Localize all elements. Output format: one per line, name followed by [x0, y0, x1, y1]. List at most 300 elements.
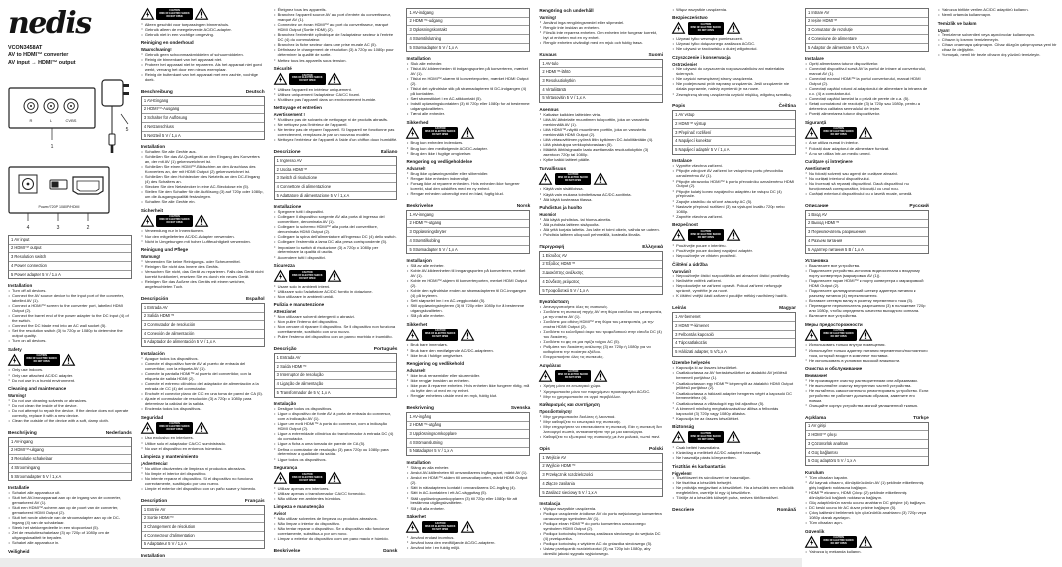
- section-title-warning: Avertisment!: [804, 166, 831, 172]
- list-item: • Выключите все устройства.: [805, 264, 929, 269]
- caution-icon: [141, 422, 265, 434]
- caution-line-3: DO NOT OPEN: [564, 377, 582, 380]
- language-section: [274, 347, 398, 542]
- list-item: • Reinigen Sie das Äußere des Geräts mit einem weichen, angefeuchteten Tuch.: [141, 280, 265, 290]
- back-panel-label: Power/720P 1080P/HDMI: [38, 204, 80, 209]
- warning-triangle-bolt-icon: [805, 127, 818, 139]
- list-item: • Tisztítószert és súrolószert ne használjon.: [672, 476, 796, 481]
- caution-line-1: CAUTION: [169, 216, 180, 219]
- parts-table: [406, 8, 530, 52]
- warning-notes: [938, 33, 1062, 58]
- parts-table-row: 1 Είσοδος AV: [540, 252, 662, 261]
- jack-label-cvbs: CVBS: [65, 117, 77, 123]
- list-item: • Не пытайтесь самостоятельно ремонтировать устройство. Если устройство не работает должным образом, замените его новым.: [805, 389, 929, 404]
- caution-line-2: RISK OF ELECTRIC SHOCK: [424, 333, 456, 336]
- caution-line-2: RISK OF ELECTRIC SHOCK: [823, 131, 854, 134]
- parts-table-row: 2 HDMI™ output: [9, 245, 131, 254]
- section-title-installation: Instalacja: [539, 500, 561, 506]
- list-item: • Utilizzare solo l'adattatore AC/DC fornito in dotazione.: [274, 290, 398, 295]
- list-item: • Очищайте корпус устройства мягкой увлажненной тканью.: [805, 404, 929, 409]
- section-title-cleaning: Pulizia e manutenzione: [273, 302, 325, 308]
- caution-label: [688, 22, 724, 34]
- section-title-installation: Installation: [140, 552, 166, 558]
- parts-table-row: 4 Conexión de alimentación: [142, 330, 264, 339]
- product-title: AV to HDMI™ converter: [8, 52, 69, 59]
- list-item: • Bruk bare innendørs.: [406, 343, 530, 348]
- list-item: • Připojte kulatý konec napájecího adaptéru ke vstupu DC (4) přepínače.: [672, 190, 796, 200]
- list-item: • Rengör enheten utvändigt med en mjuk och fuktig trasa.: [539, 41, 663, 46]
- description-header: [274, 347, 398, 352]
- caution-line-3: DO NOT OPEN: [830, 336, 847, 339]
- rca-jacks: [24, 99, 78, 113]
- section-title-warning: Warnung!: [140, 254, 161, 260]
- resolution-switch-icon: [50, 180, 67, 189]
- description-label: Περιγραφή: [539, 244, 565, 250]
- parts-table: [141, 303, 265, 347]
- list-item: • Schakel alle apparatuur in.: [8, 541, 132, 546]
- section-title-cleaning: Καθαρισμός και συντήρηση: [539, 402, 600, 408]
- list-item: • Defina o comutador de resolução (3) para 720p ou 1080p para determinar a qualidade da saída.: [274, 448, 398, 458]
- list-item: • Set the resolution switch (3) to 720p or 1080p to determine the output quality.: [8, 329, 132, 339]
- warning-notes: [672, 67, 796, 97]
- warning-triangle-exclamation-icon: [859, 329, 872, 341]
- list-item: • Kapcsolja be az összes készüléket.: [672, 417, 796, 422]
- caution-line-2: RISK OF ELECTRIC SHOCK: [159, 426, 190, 429]
- list-item: • Non utilizzare in ambienti umidi.: [274, 295, 398, 300]
- warning-triangle-exclamation-icon: [328, 73, 341, 85]
- list-item: • Conecte el dispositivo fuente AV al puerto de entrada del convertidor, con la etiqueta AV (1).: [141, 362, 265, 372]
- list-item: • Gebruik niet in een vochtige omgeving.: [141, 33, 265, 38]
- list-item: • Schließen Sie den Hohlstecker des Netzteils an den DC-Eingang (4) des Schalters an.: [141, 175, 265, 185]
- description-label: Descripción: [140, 296, 169, 302]
- section-title-installation: Installation: [140, 143, 166, 149]
- list-item: • Tilslut en HDMI™-skærm til konverterporten, mærket HDMI Output (2).: [406, 77, 530, 87]
- list-item: • Připojte obrazovku HDMI™ k portu převodníku označenému HDMI Output (2).: [672, 180, 796, 190]
- caution-icon: [672, 22, 796, 34]
- jack-label-l: L: [49, 117, 53, 123]
- parts-table-row: 5 Zasilacz sieciowy 5 V / 1,x A: [542, 489, 598, 495]
- section-title-warning: Varování!: [672, 268, 691, 274]
- list-item: • Nemli ortamda kullanmayın.: [938, 13, 1062, 18]
- description-header: [672, 104, 796, 109]
- parts-table-row: 5 Stroomadapter 5 V / 1,x A: [11, 473, 62, 479]
- safety-notes: [274, 285, 398, 300]
- list-item: • Utilice solo el adaptador CA/CC suministrado.: [141, 442, 265, 447]
- caution-line-2: RISK OF ELECTRIC SHOCK: [690, 435, 722, 438]
- caution-label: [422, 127, 458, 139]
- description-label: Описание: [804, 203, 829, 209]
- list-item: • Nepoužívejte ve vlhkém prostředí.: [672, 254, 796, 259]
- installation-steps: [672, 164, 796, 219]
- description-header: [672, 508, 796, 513]
- language-name: Dansk: [383, 549, 398, 555]
- section-title-warning: Aviso!: [273, 511, 287, 517]
- parts-table-row: 4 Strömanslutning: [407, 439, 529, 448]
- description-label: Beskrivelse: [406, 203, 434, 209]
- list-item: • Encienda todos los dispositivos.: [141, 407, 265, 412]
- section-title-cleaning: Nettoyage et entretien: [273, 105, 322, 111]
- list-item: • Slå av alle enheter.: [406, 264, 530, 269]
- parts-table-row: 1 AV-bemenet: [673, 313, 795, 322]
- section-title-cleaning: Curățare și întreținere: [804, 159, 853, 165]
- list-item: • Conectați capătul lamelat la o priză de perete de c.a. (5).: [805, 97, 929, 102]
- caution-icon: [406, 521, 530, 533]
- list-item: • Only use indoors.: [8, 368, 132, 373]
- warning-notes: [406, 374, 530, 399]
- parts-table-row: 3 Resoluutiokytkin: [540, 77, 662, 86]
- list-item: • Do not clean the inside of the device.: [8, 404, 132, 409]
- caution-line-1: CAUTION: [567, 174, 579, 177]
- list-item: • Ustaw przełącznik rozdzielczości (3) na 720p lub 1080p, aby określić jakość sygnału wyjściowego.: [539, 547, 663, 557]
- installation-steps: [8, 491, 132, 546]
- warning-notes: [805, 379, 929, 409]
- list-item: • Ikke prøv å reparere enheten. Hvis enheten ikke fungerer riktig, må du bytte den ut med en ny enhet.: [406, 384, 530, 394]
- list-item: • Καθαρίζετε το εξωτερικό της συσκευής με ένα μαλακό, νωπό πανί.: [539, 435, 663, 440]
- parts-table: [141, 96, 265, 140]
- parts-table: [8, 437, 132, 481]
- list-item: • Συνδέστε το φις σε μια πρίζα τοίχου AC (5).: [539, 340, 663, 345]
- list-item: • Включите все устройства.: [805, 314, 929, 319]
- section-title-installation: Εγκατάσταση: [539, 298, 569, 304]
- section-title-safety: Sicurezza: [273, 263, 295, 268]
- callout-number-3: 3: [56, 224, 60, 231]
- description-header: [141, 297, 265, 302]
- list-item: • Tüm cihazları kapatın.: [805, 476, 929, 481]
- list-item: • Nastavte přepínač rozlišení (3) na výstupní kvalitu 720p nebo 1080p.: [672, 205, 796, 215]
- caution-line-3: DO NOT OPEN: [432, 528, 449, 531]
- section-title-installation: Instalare: [804, 55, 824, 61]
- section-title-installation: Instalace: [672, 158, 692, 164]
- list-item: • Slå på alle enheter.: [406, 314, 530, 319]
- list-item: • Rengør enheden udvendigt med en blød, fugtig klud.: [406, 192, 530, 197]
- list-item: • Rengjør enhetens utside med en myk, fuktig klut.: [406, 394, 530, 399]
- list-item: • Versuchen Sie nicht, das Gerät zu reparieren. Falls das Gerät nicht korrekt funktioniert, ersetzen Sie es durch ein neues Gerät.: [141, 270, 265, 280]
- caution-line-3: DO NOT OPEN: [830, 543, 847, 546]
- list-item: • Tænd alle enheder.: [406, 112, 530, 117]
- language-name: Română: [777, 508, 796, 514]
- caution-line-3: DO NOT OPEN: [697, 236, 714, 239]
- list-item: • A nu se utiliza într-un mediu umed.: [805, 152, 929, 157]
- parts-table: [805, 422, 929, 466]
- parts-table: [406, 412, 530, 456]
- section-title-installation: Installation: [406, 55, 431, 61]
- list-item: • Branchez l'appareil source AV au port d'entrée du convertisseur, marqué AV (1).: [274, 13, 398, 23]
- parts-table: [141, 505, 265, 549]
- description-header: [141, 90, 265, 95]
- safety-notes: [672, 446, 796, 461]
- caution-line-3: DO NOT OPEN: [432, 336, 449, 339]
- list-item: • Schalten Sie alle Geräte ein.: [141, 200, 265, 205]
- section-title-installation: Instalação: [273, 401, 297, 407]
- section-title-safety: Turvallisuus: [539, 165, 567, 171]
- parts-table: [539, 453, 663, 497]
- list-item: • Kapcsolja ki az összes készüléket.: [672, 366, 796, 371]
- installation-steps: [274, 210, 398, 261]
- warning-notes: [274, 118, 398, 143]
- list-item: • Stellen Sie den Schalter für die Auflösung (3) auf 720p oder 1080p, um die Ausgangsqualität festzulegen.: [141, 190, 265, 200]
- section-title-installation: Installasjon: [406, 257, 432, 263]
- caution-line-2: RISK OF ELECTRIC SHOCK: [292, 274, 323, 277]
- list-item: • Ne nettoyez pas l'intérieur de l'appareil.: [274, 123, 398, 128]
- callout-line-5: [121, 114, 128, 124]
- warning-triangle-exclamation-icon: [859, 127, 872, 139]
- warning-triangle-bolt-icon: [539, 173, 552, 185]
- list-item: • Älä yritä korjata laitetta. Jos laite ei toimi oikein, vaihda se uuteen.: [539, 228, 663, 233]
- section-title-cleaning: Cleaning and maintenance: [8, 386, 67, 392]
- section-title-safety: Seguridad: [140, 414, 164, 420]
- list-item: • Sluit het ronde uiteinde van de stroomadapter aan op de DC-ingang (4) van de schakelaar.: [8, 516, 132, 526]
- section-title-safety: Sicherheit: [140, 207, 164, 213]
- parts-table-row: 3 Διακόπτης ανάλυσης: [540, 269, 662, 278]
- section-title-safety: Sikkerhed: [406, 119, 429, 125]
- section-title-warning: Advarsel!: [406, 368, 426, 374]
- list-item: • Setați comutatorul de rezoluție (3) la 720p sau 1080p, pentru a determina calitatea semnalului de ieșire.: [805, 102, 929, 112]
- list-item: • Curățați exteriorul dispozitivului cu o lavetă moale, umedă.: [805, 192, 929, 197]
- parts-table-row: 3 Přepínač rozlišení: [673, 129, 795, 138]
- list-item: • Ikke bruk i fuktige omgivelser.: [406, 354, 530, 359]
- caution-line-1: CAUTION: [434, 330, 446, 333]
- language-name: Türkçe: [913, 415, 929, 421]
- list-item: • Cihazı onarmaya çalışmayın. Cihaz düzgün çalışmıyorsa yeni bir cihaz ile değiştirin.: [938, 43, 1062, 53]
- list-item: • Vypněte všechna zařízení.: [672, 164, 796, 169]
- list-item: • Podłącz końcówkę beczkową zasilacza sieciowego do wejścia DC (4) przełącznika.: [539, 532, 663, 542]
- list-item: • Nie używać w środowisku o dużej wilgotności.: [672, 47, 796, 52]
- language-name: Čeština: [778, 104, 796, 110]
- caution-icon: [805, 127, 929, 139]
- parts-table: [805, 210, 929, 254]
- warning-triangle-bolt-icon: [8, 354, 21, 366]
- list-item: • Enchufe el conector plano de CC en una toma de pared de CA (5).: [141, 392, 265, 397]
- description-header: [805, 416, 929, 421]
- parts-table: [406, 210, 530, 254]
- list-item: • Only use attached AC/DC adapter.: [8, 374, 132, 379]
- parts-table-row: 3 Oppløsningsbryter: [407, 228, 529, 237]
- description-header: [539, 53, 663, 58]
- list-item: • Csatlakoztasson egy HDMI™ képernyőt az átalakító HDMI Output jelölésű portjához (2).: [672, 382, 796, 392]
- description-label: Description: [140, 498, 168, 504]
- parts-table-row: 5 Hálózati adapter, 5 V/1,x A: [675, 348, 727, 354]
- description-header: [672, 306, 796, 311]
- list-item: • Pulire l'esterno del dispositivo con un panno morbido e inumidito.: [274, 335, 398, 340]
- safety-notes: [805, 343, 929, 363]
- installation-steps: [406, 264, 530, 319]
- warning-triangle-exclamation-icon: [594, 173, 607, 185]
- parts-table-row: 1 Intrare AV: [806, 9, 928, 18]
- list-item: • Connect a HDMI™ screen to the converter port, labelled HDMI Output (2).: [8, 304, 132, 314]
- list-item: • Uso exclusivo en interiores.: [141, 436, 265, 441]
- parts-table-row: 4 Connettore di alimentazione: [275, 183, 397, 192]
- list-item: • Wyłącz wszystkie urządzenia.: [539, 507, 663, 512]
- list-item: • Liitä pistotulppa verkkopistorasiaan (5).: [539, 143, 663, 148]
- list-item: • Steek het stekkergedeelte in een stopcontact (5).: [8, 526, 132, 531]
- language-section: [141, 90, 265, 290]
- list-item: • Katkaise kaikkien laitteiden virta.: [539, 113, 663, 118]
- caution-line-3: DO NOT OPEN: [697, 29, 714, 32]
- caution-label: [156, 422, 192, 434]
- list-item: • Rengör inte insidan av enheten.: [539, 26, 663, 31]
- parts-table-row: 5 Адаптер питания 5 В / 1,x А: [807, 246, 864, 252]
- warning-triangle-exclamation-icon: [594, 370, 607, 382]
- list-item: • Koble den sylindriske enden av strømadapteren til DC-inngangen (4) på bryteren.: [406, 289, 530, 299]
- warning-triangle-bolt-icon: [406, 127, 419, 139]
- list-item: • Yumuşak, nemli bir bezle cihazın dış yüzünü temizleyin.: [938, 53, 1062, 58]
- list-item: • DC keski ucunu bir AC duvar prizine bağlayın (5).: [805, 506, 929, 511]
- list-item: • Käytä vain mukana toimitettavaa AC/DC-sovitinta.: [539, 193, 663, 198]
- installation-steps: [8, 289, 132, 344]
- list-item: • Zapněte všechna zařízení.: [672, 215, 796, 220]
- list-item: • Utilisez l'appareil en intérieur uniquement.: [274, 88, 398, 93]
- list-item: • N'utilisez pas l'appareil dans un environnement humide.: [274, 98, 398, 103]
- section-title-safety: Ασφάλεια: [539, 362, 561, 368]
- description-label: Beskrivning: [406, 405, 434, 411]
- device-back-diagram: [8, 163, 130, 233]
- installation-steps: [539, 113, 663, 164]
- list-item: • Podłącz urządzenie źródłowe AV do portu wejściowego konwertera oznaczonego symbolem AV (1).: [539, 512, 663, 522]
- warning-notes: [274, 517, 398, 542]
- caution-line-1: CAUTION: [700, 432, 712, 435]
- parts-table-row: 5 Netzteil 5 V / 1,x A: [143, 132, 181, 138]
- list-item: • Ligue todos os dispositivos.: [274, 458, 398, 463]
- caution-line-3: DO NOT OPEN: [299, 277, 316, 280]
- language-section: [539, 53, 663, 238]
- safety-notes: [406, 343, 530, 358]
- parts-table-row: 5 Power adapter 5 V / 1.x A: [11, 271, 61, 277]
- list-item: • Brug ikke opløsningsmidler eller slibemidler.: [406, 172, 530, 177]
- caution-line-2: RISK OF ELECTRIC SHOCK: [26, 358, 57, 361]
- parts-table-row: 3 Felbontás kapcsoló: [673, 331, 795, 340]
- caution-line-1: CAUTION: [169, 423, 180, 426]
- section-title-cleaning: Limpieza y mantenimiento: [140, 454, 199, 460]
- caution-line-1: CAUTION: [700, 23, 712, 26]
- installation-steps: [141, 357, 265, 412]
- parts-table-row: 2 HDMI™-uitgang: [9, 447, 131, 456]
- parts-table-row: 1 AV vstup: [673, 111, 795, 120]
- parts-table-row: 2 HDMI™-utgang: [407, 220, 529, 229]
- parts-table-row: 3 Resolutie schakelaar: [9, 455, 131, 464]
- parts-table-row: 1 AV-Eingang: [142, 97, 264, 106]
- list-item: • A se utiliza numai în interior.: [805, 141, 929, 146]
- section-title-warning: Ostrzeżenie!: [672, 61, 698, 67]
- warning-notes: [539, 415, 663, 440]
- language-name: Deutsch: [245, 90, 265, 95]
- list-item: • Csatlakoztassa a hálózati adapter hengeres végét a kapcsoló DC bemenetéhez (4).: [672, 392, 796, 402]
- list-item: • Zet de resolutieschakelaar (3) op 720p of 1080p om de uitgangskwaliteit te bepalen.: [8, 531, 132, 541]
- list-item: • Nicht in Umgebungen mit hoher Luftfeuchtigkeit verwenden.: [141, 240, 265, 245]
- warning-triangle-exclamation-icon: [195, 215, 208, 227]
- parts-table-row: 2 Salida HDMI™: [142, 313, 264, 322]
- safety-notes: [539, 187, 663, 202]
- list-item: • Ne használja párás környezetben.: [672, 456, 796, 461]
- description-label: Descriere: [672, 508, 695, 514]
- caution-label: [820, 329, 856, 341]
- list-item: • Porniți alimentarea tuturor dispozitivelor.: [805, 112, 929, 117]
- section-title-cleaning: Temizlik ve bakım: [937, 20, 977, 26]
- list-item: • Do not use cleaning solvents or abrasives.: [8, 399, 132, 404]
- section-title-safety: Bezpieczeństwo: [672, 15, 708, 21]
- section-title-safety: Biztonság: [672, 424, 695, 430]
- warning-triangle-bolt-icon: [805, 329, 818, 341]
- product-model: VCON3458AT: [8, 44, 43, 51]
- parts-table-row: 5 Τροφοδοτικό 5 V / 1,x A: [542, 287, 589, 293]
- caution-label: [422, 329, 458, 341]
- parts-table-row: 5 Strømadapter 5 V / 1,x A: [409, 246, 458, 252]
- list-item: • Connect the barrel end of the power adapter to the DC input (4) of the switch.: [8, 314, 132, 324]
- list-item: • Anslut AV-källenheten till omvandlarens ingångsport, märkt AV (1).: [406, 471, 530, 476]
- caution-line-2: RISK OF ELECTRIC SHOCK: [823, 540, 854, 543]
- section-title-cleaning: Rengjøring og vedlikehold: [406, 361, 465, 367]
- parts-table-row: 4 Conexiune de alimentare: [806, 35, 928, 44]
- list-item: • Ligue a extremidade cilíndrica do transformador à entrada DC (4) do comutador.: [274, 432, 398, 442]
- page-footer-band: [0, 558, 802, 567]
- language-name: Svenska: [510, 405, 531, 411]
- parts-table-row: 4 Złącze zasilania: [540, 480, 662, 489]
- parts-table: [539, 59, 663, 103]
- parts-table-row: 4 Connecteur d'alimentation: [142, 532, 264, 541]
- caution-line-3: DO NOT OPEN: [166, 15, 183, 18]
- warning-triangle-bolt-icon: [805, 536, 818, 548]
- list-item: • Переведите переключатель разрешения (3) в положение 720p или 1080p, чтобы определить качество выходного сигнала.: [805, 304, 929, 314]
- description-label: Leírás: [672, 306, 687, 312]
- product-subtitle: AV input → HDMI™ output: [8, 60, 76, 67]
- list-item: • Mettez tous les appareils sous tension.: [274, 59, 398, 64]
- content-columns: [8, 6, 1057, 558]
- list-item: • Spegnere tutti i dispositivi.: [274, 210, 398, 215]
- list-item: • Podłącz ekran HDMI™ do portu konwertera oznaczonego symbolem HDMI Output (2).: [539, 522, 663, 532]
- caution-line-1: CAUTION: [169, 9, 180, 12]
- language-section: [274, 150, 398, 340]
- list-item: • Ligue o dispositivo de fonte AV à porta de entrada do conversor, com a indicação AV (1).: [274, 412, 398, 422]
- parts-table-row: 5 Adaptador de alimentación 5 V / 1,x A: [143, 339, 216, 345]
- list-item: • Turn off all devices.: [8, 289, 132, 294]
- description-label: Popis: [672, 104, 686, 110]
- list-item: • Не использовать в условиях высокой влажности.: [805, 359, 929, 364]
- parts-table-row: 4 Güç bağlantısı: [806, 449, 928, 458]
- list-item: • Liitä virtasovittimen pyöreä liitin kytkimen DC-tuloliitäntään (4).: [539, 138, 663, 143]
- caution-line-1: CAUTION: [833, 537, 844, 540]
- language-name: Русский: [909, 203, 929, 209]
- list-item: • Nu încercați să reparați dispozitivul. Dacă dispozitivul nu funcționează corespunzător, înlocuiți-l cu unul nou.: [805, 182, 929, 192]
- list-item: • Χρήση μόνο σε εσωτερικό χώρο.: [539, 384, 663, 389]
- caution-line-3: DO NOT OPEN: [299, 80, 316, 83]
- list-item: • Koble AV-kildeenheten til inngangsporten på konverteren, merket AV (1).: [406, 269, 530, 279]
- parts-table-row: 2 HDMI™-Ausgang: [142, 106, 264, 115]
- list-item: • Älä käytä kosteassa tilassa.: [539, 198, 663, 203]
- list-item: • Éteignez tous les appareils.: [274, 8, 398, 13]
- list-item: • Reinigen Sie nicht das Innere des Geräts.: [141, 265, 265, 270]
- list-item: • No use el dispositivo en entornos húmedos.: [141, 447, 265, 452]
- caution-line-2: RISK OF ELECTRIC SHOCK: [159, 12, 190, 15]
- list-item: • No utilice disolventes de limpieza ni productos abrasivos.: [141, 467, 265, 472]
- language-section: [141, 297, 265, 492]
- section-title-installation: Installazione: [273, 203, 302, 209]
- list-item: • Verwenden Sie keine Reinigungs- oder Scheuermittel.: [141, 260, 265, 265]
- list-item: • Připojte zdrojové AV zařízení ke vstupnímu portu převodníku označenému AV (1).: [672, 169, 796, 179]
- list-item: • Güç adaptörünün namlu ucunu anahtarın DC girişine (4) bağlayın.: [805, 501, 929, 506]
- list-item: • Používejte pouze v interiéru.: [672, 244, 796, 249]
- section-title-cleaning: Rengøring og vedligeholdelse: [406, 159, 473, 165]
- description-label: Beskrivelse: [273, 549, 301, 555]
- list-item: • Nu curățați interiorul dispozitivului.: [805, 177, 929, 182]
- caution-line-3: DO NOT OPEN: [697, 438, 714, 441]
- caution-icon: [274, 73, 398, 85]
- list-item: • No limpie el interior del dispositivo.: [141, 472, 265, 477]
- parts-table-row: 4 Netzanschluss: [142, 123, 264, 132]
- list-item: • Opriți alimentarea tuturor dispozitivelor.: [805, 62, 929, 67]
- installation-steps: [539, 305, 663, 360]
- warning-triangle-exclamation-icon: [727, 229, 740, 241]
- list-item: • Brug kun enheden indendørs.: [406, 141, 530, 146]
- list-item: • Connect the AV source device to the input port of the converter, labelled AV (1).: [8, 294, 132, 304]
